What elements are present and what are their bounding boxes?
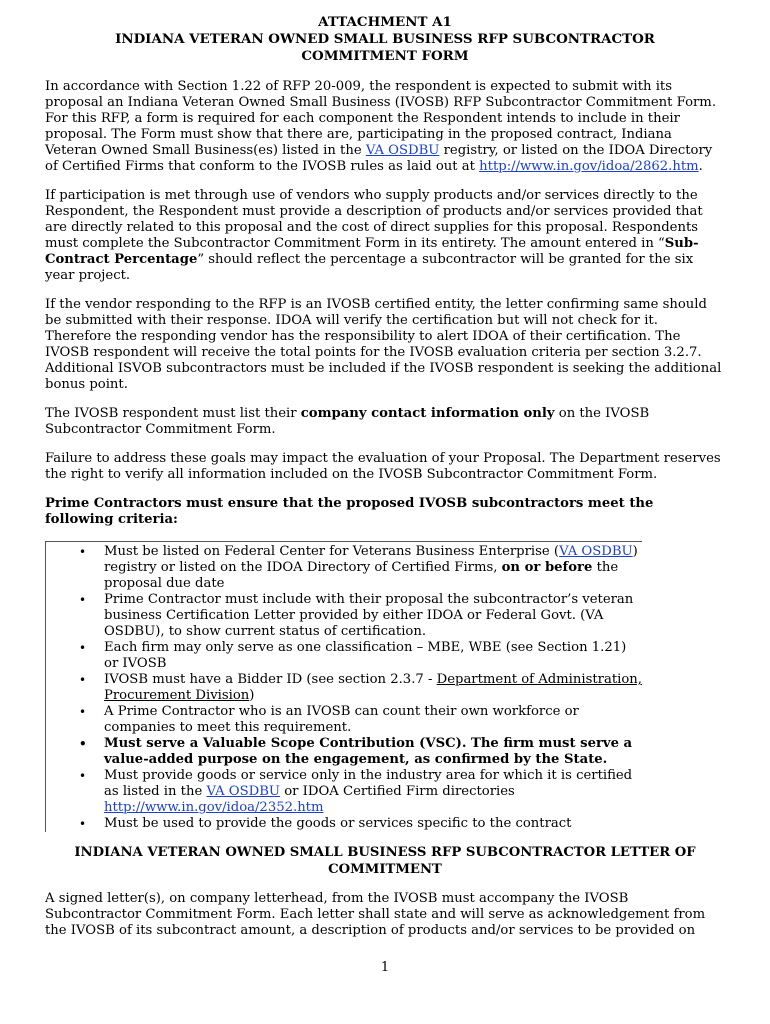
criteria-item-classification: • Each firm may only serve as one classification – MBE, WBE (see Section 1.21) or IVOSB	[104, 640, 642, 672]
attachment-label: ATTACHMENT A1	[318, 14, 452, 30]
participation-paragraph: If participation is met through use of vendors who supply products and/or services directly to the Respondent, the Respondent must provide a description of products and/or services provided that are directly related to this proposal and the cost of direct supplies for this proposal. Respondents must complete the Subcontractor Commitment Form in its entirety. The amount entered in “Sub-Contract Percentage” should reflect the percentage a subcontractor will be granted for the six year project.	[45, 188, 703, 283]
criteria-item-industry-area: • Must provide goods or service only in the industry area for which it is certified as listed in the VA OSDBU or IDOA Certified Firm directories http://www.in.gov/idoa/2352.htm	[104, 768, 642, 816]
procurement-division-link[interactable]: Department of Administration, Procurement Division	[104, 672, 642, 703]
criteria-intro: Prime Contractors must ensure that the proposed IVOSB subcontractors meet the following criteria:	[45, 496, 654, 527]
criteria-item-own-workforce: • A Prime Contractor who is an IVOSB can count their own workforce or companies to meet this requirement.	[104, 704, 642, 736]
criteria-item-certification-letter: • Prime Contractor must include with their proposal the subcontractor’s veteran business Certification Letter provided by either IDOA or Federal Govt. (VA OSDBU), to show current status of certification.	[104, 592, 642, 640]
document-title: INDIANA VETERAN OWNED SMALL BUSINESS RFP SUBCONTRACTOR	[115, 31, 655, 47]
idoa-2862-link[interactable]: http://www.in.gov/idoa/2862.htm	[479, 159, 699, 174]
letter-of-commitment-heading: INDIANA VETERAN OWNED SMALL BUSINESS RFP SUBCONTRACTOR LETTER OF COMMITMENT	[74, 845, 696, 877]
document-title-cont: COMMITMENT FORM	[301, 48, 469, 64]
criteria-list	[46, 544, 642, 832]
idoa-2352-link[interactable]: http://www.in.gov/idoa/2352.htm	[104, 800, 324, 815]
va-osdbu-link[interactable]: VA OSDBU	[365, 143, 440, 158]
va-osdbu-link[interactable]: VA OSDBU	[206, 784, 281, 799]
criteria-item-contract-specific: • Must be used to provide the goods or services specific to the contract	[104, 816, 642, 832]
intro-paragraph: In accordance with Section 1.22 of RFP 20-009, the respondent is expected to submit with its proposal an Indiana Veteran Owned Small Business (IVOSB) RFP Subcontractor Commitment Form. For this RFP, a form is required for each component the Respondent intends to include in their proposal. The Form must show that there are, participating in the proposed contract, Indiana Veteran Owned Small Business(es) listed in the VA OSDBU registry, or listed on the IDOA Directory of Certified Firms that conform to the IVOSB rules as laid out at http://www.in.gov/idoa/2862.htm.	[45, 79, 717, 174]
criteria-box	[45, 541, 642, 832]
va-osdbu-link[interactable]: VA OSDBU	[559, 544, 633, 559]
certified-vendor-paragraph: If the vendor responding to the RFP is an IVOSB certified entity, the letter confirming same should be submitted with their response. IDOA will verify the certification but will not check for it. Therefore the responding vendor has the responsibility to alert IDOA of their certification. The IVOSB respondent will receive the total points for the IVOSB evaluation criteria per section 3.2.7. Additional ISVOB subcontractors must be included if the IVOSB respondent is seeking the additional bonus point.	[45, 297, 722, 392]
document-page	[45, 14, 725, 939]
signed-letter-paragraph: A signed letter(s), on company letterhead, from the IVOSB must accompany the IVOSB Subcontractor Commitment Form. Each letter shall state and will serve as acknowledgement from the IVOSB of its subcontract amount, a description of products and/or services to be provided on	[45, 891, 706, 938]
contact-info-paragraph: The IVOSB respondent must list their company contact information only on the IVOSB Subcontractor Commitment Form.	[45, 406, 650, 437]
criteria-item-va-listing: • Must be listed on Federal Center for Veterans Business Enterprise (VA OSDBU) registry or listed on the IDOA Directory of Certified Firms, on or before the proposal due date	[104, 544, 642, 592]
page-number: 1	[380, 960, 390, 975]
criteria-item-bidder-id: • IVOSB must have a Bidder ID (see section 2.3.7 - Department of Administration, Procurement Division)	[104, 672, 642, 704]
criteria-item-vsc: • Must serve a Valuable Scope Contribution (VSC). The firm must serve a value-added purpose on the engagement, as confirmed by the State.	[104, 736, 642, 768]
failure-paragraph: Failure to address these goals may impact the evaluation of your Proposal. The Department reserves the right to verify all information included on the IVOSB Subcontractor Commitment Form.	[45, 451, 721, 482]
